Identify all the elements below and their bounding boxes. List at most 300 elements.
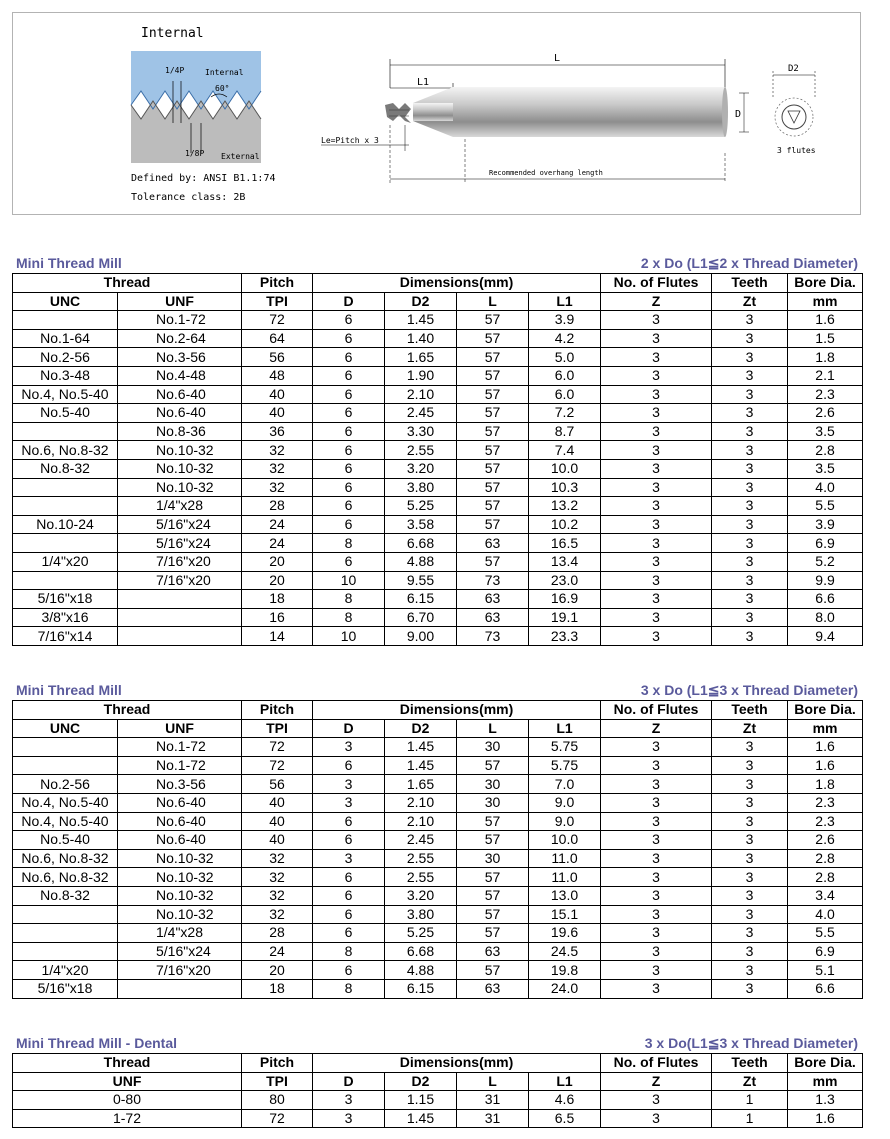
table-cell: 32: [242, 478, 313, 497]
th-d2: D2: [385, 1072, 457, 1091]
th-teeth: Teeth: [712, 274, 788, 293]
table-cell: 3: [712, 627, 788, 646]
table-cell: 40: [242, 404, 313, 423]
table-cell: 8: [313, 979, 385, 998]
table1: [12, 273, 863, 646]
table-cell: 24.0: [529, 979, 601, 998]
table-cell: 18: [242, 590, 313, 609]
table-cell: 1.6: [788, 1109, 863, 1128]
pitch-top-label: 1/4P: [165, 66, 185, 75]
table-cell: 6: [313, 961, 385, 980]
table-cell: 6.0: [529, 366, 601, 385]
table-cell: 3: [712, 329, 788, 348]
table-cell: 10.0: [529, 459, 601, 478]
table-row: [13, 404, 863, 423]
th-tpi: TPI: [242, 719, 313, 738]
table-cell: [13, 738, 118, 757]
table-cell: 1.65: [385, 348, 457, 367]
th-z: Z: [601, 292, 712, 311]
table-cell: 3: [601, 793, 712, 812]
table-cell: No.3-56: [118, 348, 242, 367]
table-cell: 1.6: [788, 311, 863, 330]
table-cell: 19.6: [529, 924, 601, 943]
th-l1: L1: [529, 719, 601, 738]
table-cell: 3: [601, 627, 712, 646]
table-cell: No.10-32: [118, 459, 242, 478]
table-cell: 56: [242, 775, 313, 794]
table-cell: 2.3: [788, 812, 863, 831]
table-cell: No.10-24: [13, 515, 118, 534]
table-cell: 6: [313, 515, 385, 534]
table-cell: 57: [457, 905, 529, 924]
table-cell: 30: [457, 793, 529, 812]
table-row: [13, 961, 863, 980]
table-cell: 3: [313, 849, 385, 868]
table-cell: 3: [601, 961, 712, 980]
table-cell: 3: [601, 756, 712, 775]
table-cell: 32: [242, 849, 313, 868]
th-pitch: Pitch: [242, 701, 313, 720]
th-thread: Thread: [13, 274, 242, 293]
table-cell: 6: [313, 385, 385, 404]
th-teeth: Teeth: [712, 1054, 788, 1073]
table2-title: Mini Thread Mill: [16, 682, 122, 698]
table-cell: 9.55: [385, 571, 457, 590]
table-cell: 48: [242, 366, 313, 385]
table-cell: 57: [457, 831, 529, 850]
table-cell: 18: [242, 979, 313, 998]
thread-mill-figure: [12, 12, 861, 215]
th-zt: Zt: [712, 719, 788, 738]
table-cell: 3: [601, 329, 712, 348]
table-cell: 5/16"x18: [13, 979, 118, 998]
table-cell: 57: [457, 329, 529, 348]
table-cell: 2.8: [788, 849, 863, 868]
table-cell: 63: [457, 608, 529, 627]
table-cell: No.1-72: [118, 738, 242, 757]
table-row: [13, 812, 863, 831]
table-cell: 2.1: [788, 366, 863, 385]
table-cell: 1.6: [788, 756, 863, 775]
table-cell: No.4, No.5-40: [13, 793, 118, 812]
table-row: [13, 459, 863, 478]
th-l1: L1: [529, 292, 601, 311]
tool-drawing: [321, 59, 749, 183]
table-cell: 3: [601, 366, 712, 385]
table-cell: 20: [242, 552, 313, 571]
th-d2: D2: [385, 292, 457, 311]
table-cell: 6.0: [529, 385, 601, 404]
table-cell: 3: [712, 404, 788, 423]
table-cell: No.10-32: [118, 441, 242, 460]
table-cell: 3.58: [385, 515, 457, 534]
table-cell: 10: [313, 627, 385, 646]
table-cell: [13, 942, 118, 961]
table-cell: 40: [242, 793, 313, 812]
table-cell: 63: [457, 979, 529, 998]
table-cell: 72: [242, 1109, 313, 1128]
table-cell: 3: [712, 571, 788, 590]
table-cell: 23.3: [529, 627, 601, 646]
table-cell: 3: [712, 738, 788, 757]
th-d: D: [313, 1072, 385, 1091]
table-cell: 11.0: [529, 868, 601, 887]
table-cell: 3: [601, 868, 712, 887]
table-cell: 3: [601, 385, 712, 404]
th-teeth: Teeth: [712, 701, 788, 720]
table-row: [13, 571, 863, 590]
table-cell: 3: [712, 812, 788, 831]
table-cell: 5.5: [788, 924, 863, 943]
table-cell: [118, 979, 242, 998]
th-unf: UNF: [13, 1072, 242, 1091]
table-cell: 1.65: [385, 775, 457, 794]
table-cell: No.2-56: [13, 775, 118, 794]
th-thread: Thread: [13, 1054, 242, 1073]
table-cell: 57: [457, 385, 529, 404]
table-cell: 2.3: [788, 385, 863, 404]
table-cell: 7/16"x14: [13, 627, 118, 646]
table-cell: [118, 590, 242, 609]
table-cell: 64: [242, 329, 313, 348]
table-cell: No.5-40: [13, 831, 118, 850]
table-cell: 3: [712, 311, 788, 330]
table-cell: 6: [313, 552, 385, 571]
table-cell: 40: [242, 831, 313, 850]
table-cell: 3: [601, 924, 712, 943]
table-cell: No.4-48: [118, 366, 242, 385]
table-cell: 13.2: [529, 497, 601, 516]
table-cell: 4.0: [788, 905, 863, 924]
table-row: [13, 385, 863, 404]
table-cell: No.4, No.5-40: [13, 812, 118, 831]
table-row: [13, 515, 863, 534]
table-cell: 6: [313, 441, 385, 460]
table-cell: 6.6: [788, 979, 863, 998]
table-row: [13, 311, 863, 330]
table-cell: No.10-32: [118, 868, 242, 887]
table-cell: 6: [313, 422, 385, 441]
table-cell: 3: [712, 515, 788, 534]
table-cell: 8: [313, 608, 385, 627]
table-cell: 6.15: [385, 590, 457, 609]
th-dimensions: Dimensions(mm): [313, 1054, 601, 1073]
table-cell: 1.45: [385, 738, 457, 757]
table-cell: No.5-40: [13, 404, 118, 423]
table-cell: 6: [313, 497, 385, 516]
table-cell: 72: [242, 738, 313, 757]
table-cell: [13, 422, 118, 441]
table-cell: No.6-40: [118, 385, 242, 404]
table-row: [13, 775, 863, 794]
table-cell: 3: [601, 497, 712, 516]
table-cell: 3: [601, 849, 712, 868]
table-cell: 5.5: [788, 497, 863, 516]
th-mm: mm: [788, 1072, 863, 1091]
table-cell: 9.0: [529, 793, 601, 812]
th-d: D: [313, 292, 385, 311]
table-cell: 6.6: [788, 590, 863, 609]
table1-subtitle: 2 x Do (L1≦2 x Thread Diameter): [640, 255, 858, 271]
table-cell: 3.9: [529, 311, 601, 330]
table-cell: 23.0: [529, 571, 601, 590]
table-cell: 3.5: [788, 459, 863, 478]
table1-title: Mini Thread Mill: [16, 255, 122, 271]
table-cell: 57: [457, 868, 529, 887]
table-cell: 3.30: [385, 422, 457, 441]
table-cell: 6: [313, 905, 385, 924]
th-l: L: [457, 719, 529, 738]
table-cell: 3: [601, 775, 712, 794]
table-cell: 1.45: [385, 1109, 457, 1128]
table-cell: No.6-40: [118, 831, 242, 850]
table-cell: No.3-48: [13, 366, 118, 385]
table-cell: 3: [712, 385, 788, 404]
overhang-label: Recommended overhang length: [489, 169, 603, 177]
table-row: [13, 868, 863, 887]
table-cell: 3: [601, 571, 712, 590]
table-cell: 57: [457, 756, 529, 775]
table-row: [13, 348, 863, 367]
table-cell: 7.4: [529, 441, 601, 460]
table-cell: No.6, No.8-32: [13, 849, 118, 868]
table-cell: 1.6: [788, 738, 863, 757]
table-cell: 57: [457, 497, 529, 516]
th-bore: Bore Dia.: [788, 274, 863, 293]
table-cell: 5.25: [385, 497, 457, 516]
table-cell: 28: [242, 497, 313, 516]
table-cell: 6: [313, 366, 385, 385]
table-cell: 8: [313, 942, 385, 961]
table-cell: 1.90: [385, 366, 457, 385]
table-cell: 11.0: [529, 849, 601, 868]
th-thread: Thread: [13, 701, 242, 720]
table-cell: 19.8: [529, 961, 601, 980]
table-cell: 4.88: [385, 961, 457, 980]
table-cell: 3: [712, 534, 788, 553]
table-cell: No.1-72: [118, 311, 242, 330]
table-cell: 1/4"x28: [118, 497, 242, 516]
table1-body: [13, 311, 863, 646]
table-cell: 3.20: [385, 886, 457, 905]
table-row: [13, 534, 863, 553]
table-cell: 57: [457, 348, 529, 367]
table-cell: 63: [457, 590, 529, 609]
th-unf: UNF: [118, 292, 242, 311]
table-cell: 2.10: [385, 385, 457, 404]
dim-l1-label: L1: [417, 77, 430, 88]
table-row: [13, 1091, 863, 1110]
table-cell: 8.0: [788, 608, 863, 627]
table-row: [13, 552, 863, 571]
table-cell: 1/4"x28: [118, 924, 242, 943]
table-cell: 3: [712, 793, 788, 812]
table-cell: 8: [313, 590, 385, 609]
table-cell: No.10-32: [118, 478, 242, 497]
table-cell: 5.75: [529, 756, 601, 775]
table-cell: 16: [242, 608, 313, 627]
table-cell: 6.15: [385, 979, 457, 998]
table-cell: 5.75: [529, 738, 601, 757]
table-cell: 3: [601, 886, 712, 905]
th-bore: Bore Dia.: [788, 701, 863, 720]
table-cell: 24.5: [529, 942, 601, 961]
table-cell: 1: [712, 1109, 788, 1128]
table-cell: 6.5: [529, 1109, 601, 1128]
table-cell: 3: [601, 441, 712, 460]
th-flutes: No. of Flutes: [601, 274, 712, 293]
table-cell: 6: [313, 311, 385, 330]
table-cell: 3: [712, 497, 788, 516]
th-l1: L1: [529, 1072, 601, 1091]
table-cell: 3: [601, 1109, 712, 1128]
table-cell: 73: [457, 627, 529, 646]
table-cell: No.10-32: [118, 849, 242, 868]
table-cell: 3: [601, 552, 712, 571]
table-cell: [13, 924, 118, 943]
table-cell: 4.88: [385, 552, 457, 571]
table-cell: 2.10: [385, 793, 457, 812]
table-cell: 30: [457, 738, 529, 757]
table-cell: [13, 905, 118, 924]
table-cell: 5.2: [788, 552, 863, 571]
table-cell: 5.25: [385, 924, 457, 943]
table-row: [13, 756, 863, 775]
table-cell: 9.0: [529, 812, 601, 831]
th-l: L: [457, 1072, 529, 1091]
table-cell: 3: [601, 1091, 712, 1110]
th-zt: Zt: [712, 1072, 788, 1091]
table-cell: 57: [457, 404, 529, 423]
table2-subtitle: 3 x Do (L1≦3 x Thread Diameter): [640, 682, 858, 698]
table-cell: 3: [313, 793, 385, 812]
table-cell: 56: [242, 348, 313, 367]
table-row: [13, 905, 863, 924]
table-cell: 3: [712, 441, 788, 460]
table-cell: 6: [313, 459, 385, 478]
table-cell: 3.9: [788, 515, 863, 534]
table-cell: 13.0: [529, 886, 601, 905]
table-cell: 3: [712, 924, 788, 943]
table-cell: 3: [601, 534, 712, 553]
table-cell: 32: [242, 459, 313, 478]
flutes-caption: 3 flutes: [777, 146, 816, 155]
table-cell: [13, 478, 118, 497]
table-cell: 3: [712, 756, 788, 775]
table-cell: 6: [313, 924, 385, 943]
table-cell: 57: [457, 311, 529, 330]
table-cell: 3: [712, 459, 788, 478]
table-cell: No.6-40: [118, 404, 242, 423]
table-cell: 3: [712, 366, 788, 385]
table-cell: 3: [712, 775, 788, 794]
table-cell: No.2-56: [13, 348, 118, 367]
table-row: [13, 979, 863, 998]
table-cell: 3: [712, 961, 788, 980]
table-cell: 9.4: [788, 627, 863, 646]
th-unc: UNC: [13, 292, 118, 311]
external-label: External: [221, 152, 260, 161]
table-cell: 2.8: [788, 441, 863, 460]
table-cell: No.6, No.8-32: [13, 868, 118, 887]
table-cell: 1.45: [385, 756, 457, 775]
table-cell: 3.5: [788, 422, 863, 441]
table-cell: 57: [457, 924, 529, 943]
table-row: [13, 441, 863, 460]
end-view-diagram: [773, 71, 815, 136]
table-cell: 3: [601, 831, 712, 850]
table-cell: [13, 571, 118, 590]
table-cell: 1.45: [385, 311, 457, 330]
table3-subtitle: 3 x Do(L1≦3 x Thread Diameter): [644, 1035, 858, 1051]
table-row: [13, 608, 863, 627]
table-cell: 1/4"x20: [13, 961, 118, 980]
table-cell: 31: [457, 1091, 529, 1110]
table-row: [13, 831, 863, 850]
table-cell: 1-72: [13, 1109, 242, 1128]
table-cell: 3.80: [385, 905, 457, 924]
table-cell: [13, 756, 118, 775]
table-cell: 5/16"x24: [118, 515, 242, 534]
table-cell: 7/16"x20: [118, 552, 242, 571]
table-cell: 1.5: [788, 329, 863, 348]
table-row: [13, 793, 863, 812]
table-cell: 10.3: [529, 478, 601, 497]
table-cell: 1.40: [385, 329, 457, 348]
table-cell: [13, 534, 118, 553]
table-cell: 3: [601, 311, 712, 330]
table-cell: 57: [457, 441, 529, 460]
table-cell: 57: [457, 459, 529, 478]
table-cell: No.8-32: [13, 459, 118, 478]
table-row: [13, 497, 863, 516]
th-mm: mm: [788, 292, 863, 311]
table-cell: 40: [242, 385, 313, 404]
table-row: [13, 738, 863, 757]
dim-d-label: D: [735, 109, 742, 120]
table-cell: 6: [313, 812, 385, 831]
th-bore: Bore Dia.: [788, 1054, 863, 1073]
table-cell: 3: [601, 590, 712, 609]
table-cell: 3: [601, 738, 712, 757]
th-mm: mm: [788, 719, 863, 738]
pitch-bottom-label: 1/8P: [185, 149, 205, 158]
figure-svg: [13, 13, 860, 214]
table-cell: 3: [712, 348, 788, 367]
table-cell: 15.1: [529, 905, 601, 924]
table-cell: No.1-64: [13, 329, 118, 348]
table-cell: 1.8: [788, 348, 863, 367]
table-cell: 3: [601, 905, 712, 924]
table-cell: 16.5: [529, 534, 601, 553]
table-cell: 6.9: [788, 534, 863, 553]
table-cell: 3: [712, 608, 788, 627]
table-cell: 4.6: [529, 1091, 601, 1110]
table-cell: 2.45: [385, 404, 457, 423]
table-cell: 1.15: [385, 1091, 457, 1110]
table-cell: 6.70: [385, 608, 457, 627]
th-tpi: TPI: [242, 292, 313, 311]
table-row: [13, 422, 863, 441]
table-cell: 13.4: [529, 552, 601, 571]
th-tpi: TPI: [242, 1072, 313, 1091]
le-label: Le=Pitch x 3: [321, 136, 379, 145]
table-cell: 3: [313, 1091, 385, 1110]
table-cell: 7.0: [529, 775, 601, 794]
table-cell: 7.2: [529, 404, 601, 423]
table-cell: 3: [601, 459, 712, 478]
table-cell: 3: [712, 868, 788, 887]
